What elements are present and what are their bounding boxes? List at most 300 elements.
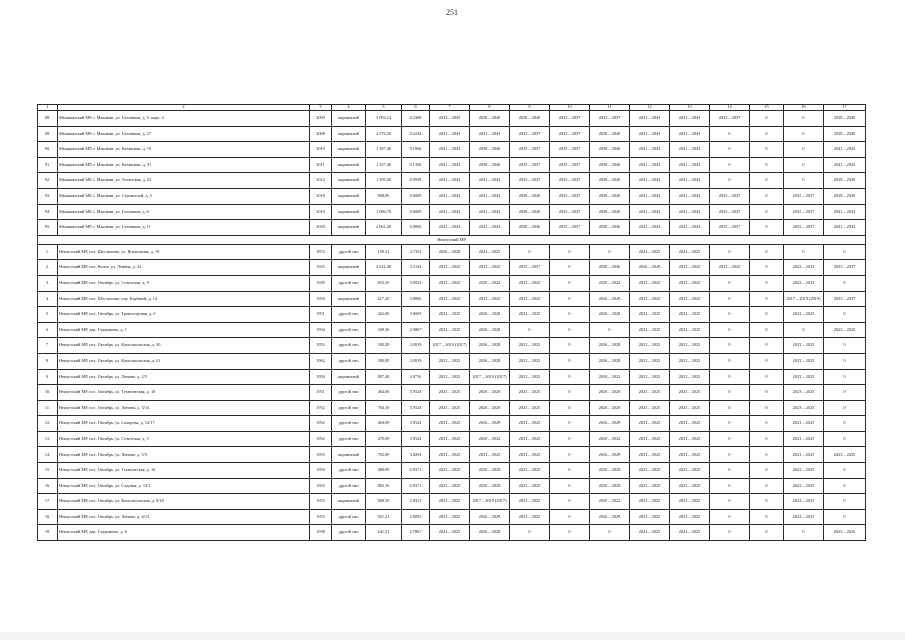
table-cell: 2023 – 2025: [630, 353, 670, 369]
table-cell: 2023 – 2025: [670, 431, 710, 447]
table-cell: кирпичный: [332, 291, 366, 307]
table-cell: 2035 – 2037: [550, 204, 590, 220]
table-cell: 2041 – 2043: [670, 173, 710, 189]
table-cell: 0: [750, 111, 784, 127]
table-cell: 0: [750, 369, 784, 385]
table-cell: 2041 – 2043: [630, 157, 670, 173]
table-row: [38, 353, 866, 369]
table-cell: 1 257,40: [366, 157, 402, 173]
table-cell: 2026 – 2028: [470, 385, 510, 401]
column-number-cell: 9: [510, 105, 550, 111]
table-cell: 2023 – 2025: [630, 322, 670, 338]
table-cell: кирпичный: [332, 447, 366, 463]
table-cell: 1954: [310, 463, 332, 479]
table-cell: 2023 – 2025: [430, 400, 470, 416]
table-cell: 2009: [310, 111, 332, 127]
table-cell: 1962: [310, 353, 332, 369]
table-cell: 241,51: [366, 525, 402, 541]
table-cell: 2041 – 2043: [824, 142, 866, 158]
table-cell: 2023 – 2025: [430, 447, 470, 463]
table-cell: 3.9819: [402, 353, 430, 369]
table-cell: 2023 – 2025: [430, 260, 470, 276]
table-cell: 2023 – 2025: [630, 509, 670, 525]
table-cell: 2041 – 2043: [670, 142, 710, 158]
table-cell: 2035 – 2037: [550, 220, 590, 236]
table-cell: 0: [784, 244, 824, 260]
table-cell: другой тип: [332, 322, 366, 338]
address-cell: Некоузский МР, пос. Октябрь, ул. Советская, д. 9: [58, 275, 310, 291]
table-cell: 2026 – 2028: [470, 400, 510, 416]
table-cell: 882,10: [366, 478, 402, 494]
table-cell: 0: [750, 353, 784, 369]
table-cell: 2026 – 2028: [590, 447, 630, 463]
table-cell: 2041 – 2043: [630, 204, 670, 220]
table-cell: кирпичный: [332, 494, 366, 510]
table-cell: 2023 – 2025: [670, 322, 710, 338]
table-cell: 0: [710, 157, 750, 173]
table-cell: 2038 – 2040: [590, 204, 630, 220]
table-cell: 2017 – 2019 (2017): [430, 338, 470, 354]
table-cell: 2023 – 2025: [510, 478, 550, 494]
column-number-cell: 5: [366, 105, 402, 111]
table-cell: 821,21: [366, 509, 402, 525]
table-cell: 2041 – 2043: [824, 204, 866, 220]
table-cell: 2020 – 2022: [590, 494, 630, 510]
table-cell: 1952: [310, 416, 332, 432]
table-cell: 2023 – 2025: [510, 385, 550, 401]
table-cell: 0.0000: [402, 220, 430, 236]
table-cell: 764,10: [366, 400, 402, 416]
table-cell: 2.7867: [402, 525, 430, 541]
table-row: [38, 173, 866, 189]
table-row: [38, 463, 866, 479]
table-row: [38, 244, 866, 260]
table-cell: 0: [824, 385, 866, 401]
table-cell: 2.8371: [402, 478, 430, 494]
column-number-cell: 8: [470, 105, 510, 111]
column-number-cell: 7: [430, 105, 470, 111]
table-cell: другой тип: [332, 385, 366, 401]
table-cell: 3.9524: [402, 416, 430, 432]
table-cell: 2023 – 2025: [670, 291, 710, 307]
table-cell: 2035 – 2037: [784, 204, 824, 220]
table-cell: 480,00: [366, 463, 402, 479]
table-cell: 2026 – 2028: [470, 338, 510, 354]
table-cell: 2041 – 2043: [630, 173, 670, 189]
table-cell: 0: [710, 447, 750, 463]
table-cell: 2023 – 2025: [630, 463, 670, 479]
table-cell: 349,30: [366, 322, 402, 338]
table-row: [38, 447, 866, 463]
row-number-cell: 4.: [38, 291, 58, 307]
table-cell: 2041 – 2043: [430, 204, 470, 220]
table-cell: 422,00: [366, 307, 402, 323]
table-cell: 0: [550, 525, 590, 541]
table-cell: 0: [710, 322, 750, 338]
table-cell: 2041 – 2043: [470, 188, 510, 204]
table-cell: 0: [824, 307, 866, 323]
table-cell: 0: [550, 416, 590, 432]
table-cell: 1951: [310, 385, 332, 401]
table-cell: 2023 – 2025: [670, 447, 710, 463]
table-cell: 2035 – 2037: [590, 111, 630, 127]
table-cell: другой тип: [332, 463, 366, 479]
table-cell: 0.1356: [402, 157, 430, 173]
table-cell: 0.0938: [402, 173, 430, 189]
table-cell: 2038 – 2040: [590, 188, 630, 204]
table-cell: 2038 – 2040: [590, 260, 630, 276]
table-cell: 2023 – 2025: [510, 400, 550, 416]
table-cell: 2017 – 2019 (2017): [470, 494, 510, 510]
table-cell: 2.8093: [402, 509, 430, 525]
table-cell: 653,50: [366, 275, 402, 291]
table-row: [38, 260, 866, 276]
table-cell: 2023 – 2025: [510, 463, 550, 479]
table-row: [38, 478, 866, 494]
address-cell: Некоузский МР, пос. Октябрь, ул. Техническая, д. 16: [58, 463, 310, 479]
row-number-cell: 19.: [38, 525, 58, 541]
table-cell: кирпичный: [332, 220, 366, 236]
table-row: [38, 142, 866, 158]
table-cell: 2023 – 2025: [430, 291, 470, 307]
table-cell: 2038 – 2040: [510, 188, 550, 204]
table-cell: 792,80: [366, 447, 402, 463]
table-row: [38, 525, 866, 541]
table-cell: 0: [710, 494, 750, 510]
table-cell: 2038 – 2040: [824, 126, 866, 142]
address-cell: Мышкинский МР, г. Мышкин, ул. Газовиков, д. 9, корп. 2: [58, 111, 310, 127]
table-cell: 0: [550, 291, 590, 307]
table-cell: 0: [824, 509, 866, 525]
table-cell: 3 093,14: [366, 111, 402, 127]
table-cell: 3.9819: [402, 338, 430, 354]
table-row: [38, 111, 866, 127]
table-cell: 0: [510, 525, 550, 541]
table-cell: 470,00: [366, 431, 402, 447]
table-cell: 2023 – 2025: [784, 353, 824, 369]
table-cell: 2026 – 2028: [470, 525, 510, 541]
table-cell: 0: [550, 385, 590, 401]
table-cell: 2023 – 2025: [784, 494, 824, 510]
table-cell: 2026 – 2028: [590, 307, 630, 323]
table-cell: 2026 – 2028: [590, 400, 630, 416]
row-number-cell: 3.: [38, 275, 58, 291]
scan-bottom-edge: [0, 632, 905, 640]
table-cell: 0: [824, 431, 866, 447]
table-cell: 2023 – 2025: [630, 291, 670, 307]
table-cell: 0: [750, 494, 784, 510]
table-cell: 0: [824, 463, 866, 479]
address-cell: Некоузский МР, пос. Октябрь, ул. Садовая, д. 13/1: [58, 478, 310, 494]
table-cell: 2 061,20: [366, 220, 402, 236]
table-cell: 2023 – 2025: [670, 307, 710, 323]
table-row: [38, 220, 866, 236]
table-cell: кирпичный: [332, 173, 366, 189]
table-cell: 0.0000: [402, 204, 430, 220]
address-cell: Некоузский МР, пос. Волга, ул. Ленина, д. 24: [58, 260, 310, 276]
table-row: [38, 322, 866, 338]
table-cell: 2023 – 2025: [630, 478, 670, 494]
table-cell: 0: [824, 338, 866, 354]
table-cell: 2041 – 2043: [430, 188, 470, 204]
table-cell: 2041 – 2043: [630, 142, 670, 158]
table-cell: 1934: [310, 322, 332, 338]
row-number-cell: 10.: [38, 385, 58, 401]
table-cell: 0: [510, 322, 550, 338]
table-cell: 1950: [310, 291, 332, 307]
table-cell: 0: [750, 400, 784, 416]
table-cell: 2038 – 2040: [824, 111, 866, 127]
table-cell: 2035 – 2037: [510, 260, 550, 276]
table-cell: 2035 – 2037: [550, 111, 590, 127]
table-cell: кирпичный: [332, 188, 366, 204]
table-cell: 0: [710, 509, 750, 525]
table-cell: 0.0000: [402, 188, 430, 204]
table-cell: 0: [550, 353, 590, 369]
table-cell: 2023 – 2025: [784, 463, 824, 479]
table-cell: 2026 – 2028: [590, 353, 630, 369]
table-cell: 0: [750, 260, 784, 276]
table-cell: 2023 – 2025: [630, 525, 670, 541]
table-cell: 2012: [310, 173, 332, 189]
table-cell: 0: [710, 463, 750, 479]
table-row: [38, 385, 866, 401]
table-cell: 2026 – 2028: [590, 463, 630, 479]
table-cell: 2038 – 2040: [590, 126, 630, 142]
table-cell: 2041 – 2043: [824, 220, 866, 236]
table-cell: 2011: [310, 157, 332, 173]
table-cell: 2026 – 2028: [590, 338, 630, 354]
table-cell: 0: [824, 353, 866, 369]
table-cell: 3.9524: [402, 400, 430, 416]
address-cell: Некоузский МР, пос. Октябрь, ул. Советская, д. 5: [58, 431, 310, 447]
table-cell: 2041 – 2043: [470, 126, 510, 142]
table-cell: 392,50: [366, 338, 402, 354]
table-cell: 0: [550, 260, 590, 276]
table-cell: 0: [784, 126, 824, 142]
table-cell: 2023 – 2025: [630, 431, 670, 447]
table-cell: 0: [750, 463, 784, 479]
table-cell: 1950: [310, 369, 332, 385]
table-cell: 2023 – 2025: [630, 447, 670, 463]
table-cell: 2023 – 2025: [510, 353, 550, 369]
table-cell: 2026 – 2028: [630, 260, 670, 276]
table-cell: 1938: [310, 525, 332, 541]
address-cell: Некоузский МР, пос. Шестихино, ул. Вокзальная, д. 19: [58, 244, 310, 260]
table-cell: 2023 – 2025: [430, 525, 470, 541]
table-cell: другой тип: [332, 478, 366, 494]
table-cell: 2023 – 2025: [784, 369, 824, 385]
table-cell: 0: [784, 525, 824, 541]
table-cell: 2023 – 2025: [630, 494, 670, 510]
table-cell: 2023 – 2025: [670, 509, 710, 525]
table-cell: 2041 – 2043: [670, 220, 710, 236]
table-cell: 1953: [310, 509, 332, 525]
table-cell: 2026 – 2028: [590, 509, 630, 525]
table-cell: 2043 – 2045: [430, 111, 470, 127]
table-cell: 2023 – 2025: [430, 385, 470, 401]
table-cell: 1925: [310, 260, 332, 276]
table-cell: другой тип: [332, 400, 366, 416]
table-cell: 0.3244: [402, 126, 430, 142]
table-cell: 0: [824, 416, 866, 432]
row-number-cell: 7.: [38, 338, 58, 354]
table-cell: кирпичный: [332, 204, 366, 220]
table-cell: 2038 – 2040: [470, 142, 510, 158]
table-cell: 2035 – 2037: [550, 126, 590, 142]
table-cell: 0: [784, 157, 824, 173]
table-cell: 2017 – 2019 (2019): [784, 291, 824, 307]
table-cell: 2023 – 2025: [510, 338, 550, 354]
address-cell: Мышкинский МР, г. Мышкин, ул. Казанцева, д. 31: [58, 157, 310, 173]
table-cell: 0: [510, 244, 550, 260]
table-cell: 2023 – 2025: [510, 431, 550, 447]
table-cell: 0: [750, 322, 784, 338]
table-cell: 2020 – 2022: [590, 275, 630, 291]
table-cell: 3.8294: [402, 447, 430, 463]
address-cell: Мышкинский МР, г. Мышкин, ул. Строителей, д. 5: [58, 188, 310, 204]
table-cell: 0: [750, 220, 784, 236]
row-number-cell: 16.: [38, 478, 58, 494]
table-cell: 2038 – 2040: [824, 188, 866, 204]
table-cell: 2041 – 2043: [670, 157, 710, 173]
table-cell: 2035 – 2037: [710, 111, 750, 127]
table-cell: 2023 – 2025: [670, 400, 710, 416]
table-cell: 2035 – 2037: [510, 142, 550, 158]
table-cell: 2035 – 2037: [710, 188, 750, 204]
table-cell: 2023 – 2025: [670, 525, 710, 541]
table-cell: 0: [824, 244, 866, 260]
table-cell: 2018: [310, 188, 332, 204]
table-cell: 0: [750, 509, 784, 525]
table-cell: 2041 – 2043: [430, 220, 470, 236]
table-cell: 0: [590, 322, 630, 338]
table-cell: 0: [550, 369, 590, 385]
page-number: 251: [446, 8, 458, 17]
table-cell: 0: [750, 338, 784, 354]
table-cell: 2026 – 2028: [430, 244, 470, 260]
row-number-cell: 17.: [38, 494, 58, 510]
row-number-cell: 9.: [38, 369, 58, 385]
table-cell: 2035 – 2037: [550, 157, 590, 173]
table-cell: 1 086,70: [366, 204, 402, 220]
table-cell: 2017 – 2019 (2017): [470, 369, 510, 385]
table-cell: 2023 – 2025: [784, 509, 824, 525]
table-cell: 2 376,50: [366, 126, 402, 142]
table-row: [38, 204, 866, 220]
table-cell: 2023 – 2025: [784, 338, 824, 354]
table-row: [38, 126, 866, 142]
address-cell: Некоузский МР, пос. Октябрь, ул. Ленина, д. 5/3: [58, 447, 310, 463]
table-cell: 0: [710, 244, 750, 260]
table-cell: 0: [710, 478, 750, 494]
table-cell: 0: [750, 525, 784, 541]
table-row: [38, 400, 866, 416]
table-cell: 2041 – 2043: [630, 111, 670, 127]
row-number-cell: 8.: [38, 353, 58, 369]
table-cell: 2041 – 2043: [430, 142, 470, 158]
table-cell: 0: [710, 173, 750, 189]
table-cell: 2023 – 2025: [510, 416, 550, 432]
table-cell: другой тип: [332, 307, 366, 323]
table-cell: 1953: [310, 447, 332, 463]
table-cell: 0: [550, 400, 590, 416]
table-row: [38, 188, 866, 204]
table-cell: 2041 – 2043: [670, 204, 710, 220]
table-cell: другой тип: [332, 353, 366, 369]
row-number-cell: 92.: [38, 173, 58, 189]
table-row: [38, 509, 866, 525]
row-number-cell: 90.: [38, 142, 58, 158]
table-cell: 2038 – 2040: [590, 157, 630, 173]
table-cell: 2038 – 2040: [590, 173, 630, 189]
table-cell: 2019: [310, 204, 332, 220]
table-cell: 0: [550, 509, 590, 525]
table-cell: 2041 – 2043: [430, 126, 470, 142]
table-cell: 2008: [310, 126, 332, 142]
table-cell: 2023 – 2025: [784, 447, 824, 463]
table-cell: 2023 – 2025: [784, 431, 824, 447]
table-cell: 2023 – 2025: [670, 260, 710, 276]
address-cell: Мышкинский МР, г. Мышкин, ул. Газовиков, д. 6: [58, 204, 310, 220]
table-cell: 0: [750, 385, 784, 401]
table-cell: 2035 – 2037: [510, 126, 550, 142]
address-cell: Некоузский МР, пос. Октябрь, ул. Ленина, д. 2/5: [58, 369, 310, 385]
table-cell: другой тип: [332, 338, 366, 354]
table-row: [38, 369, 866, 385]
table-cell: 0: [750, 204, 784, 220]
table-cell: другой тип: [332, 509, 366, 525]
table-cell: 0: [750, 142, 784, 158]
table-cell: 0: [550, 338, 590, 354]
table-cell: 0: [710, 126, 750, 142]
table-cell: 2026 – 2028: [590, 291, 630, 307]
table-cell: 0: [750, 431, 784, 447]
table-cell: 3.0952: [402, 275, 430, 291]
table-cell: 2023 – 2025: [824, 322, 866, 338]
table-cell: 1952: [310, 431, 332, 447]
table-cell: 0: [750, 478, 784, 494]
table-cell: 0: [824, 275, 866, 291]
table-cell: 3.8800: [402, 291, 430, 307]
table-cell: 2020 – 2022: [590, 431, 630, 447]
table-row: [38, 494, 866, 510]
table-cell: другой тип: [332, 525, 366, 541]
table-cell: 3.9524: [402, 431, 430, 447]
table-cell: 2023 – 2025: [670, 463, 710, 479]
table-cell: 2041 – 2043: [470, 204, 510, 220]
table-cell: 0.1868: [402, 142, 430, 158]
address-cell: Некоузский МР, пос. Октябрь, ул. Комсомольская, д. 21: [58, 353, 310, 369]
table-cell: другой тип: [332, 431, 366, 447]
table-cell: 0: [710, 307, 750, 323]
table-cell: 2023 – 2025: [784, 416, 824, 432]
table-row: [38, 157, 866, 173]
column-number-cell: 11: [590, 105, 630, 111]
table-cell: 2035 – 2037: [510, 157, 550, 173]
table-cell: 2023 – 2025: [784, 400, 824, 416]
table-cell: 2023 – 2025: [630, 338, 670, 354]
table-cell: 2023 – 2025: [430, 416, 470, 432]
address-cell: Некоузский МР, пос. Октябрь, ул. Комсомольская, д. 8/18: [58, 494, 310, 510]
table-cell: 2.8321: [402, 494, 430, 510]
table-cell: 0: [710, 338, 750, 354]
table-cell: 2023 – 2025: [430, 353, 470, 369]
table-cell: 2023 – 2025: [670, 385, 710, 401]
column-number-cell: 14: [710, 105, 750, 111]
table-cell: 2020: [310, 220, 332, 236]
table-cell: 2023 – 2025: [630, 307, 670, 323]
